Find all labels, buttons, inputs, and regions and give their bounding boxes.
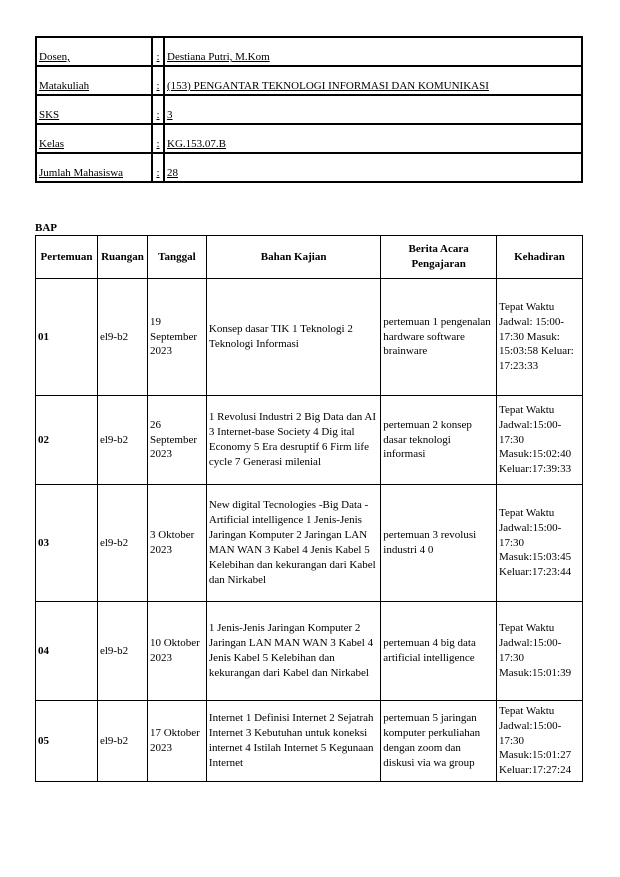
info-row-dosen bbox=[36, 37, 582, 66]
header-berita-acara: Berita Acara Pengajaran bbox=[381, 236, 497, 279]
cell-tanggal: 3 Oktober 2023 bbox=[147, 485, 206, 602]
table-row bbox=[36, 279, 583, 396]
info-row-kelas bbox=[36, 124, 582, 153]
cell-tanggal: 26 September 2023 bbox=[147, 396, 206, 485]
table-row bbox=[36, 602, 583, 701]
info-label: Matakuliah bbox=[36, 66, 152, 95]
info-label: SKS bbox=[36, 95, 152, 124]
cell-kehadiran: Tepat Waktu Jadwal:15:00-17:30 Masuk:15:01:39 bbox=[497, 602, 583, 701]
cell-pertemuan: 02 bbox=[36, 396, 98, 485]
cell-bahan-kajian: 1 Revolusi Industri 2 Big Data dan AI 3 Internet-base Society 4 Dig ital Economy 5 Era desruptif 6 Firm life cycle 7 Generasi milenial bbox=[206, 396, 380, 485]
course-info-table bbox=[35, 36, 583, 183]
cell-kehadiran: Tepat Waktu Jadwal:15:00-17:30 Masuk:15:03:45 Keluar:17:23:44 bbox=[497, 485, 583, 602]
cell-berita-acara: pertemuan 4 big data artificial intelligence bbox=[381, 602, 497, 701]
cell-ruangan: el9-b2 bbox=[97, 279, 147, 396]
cell-ruangan: el9-b2 bbox=[97, 485, 147, 602]
bap-section-title: BAP bbox=[35, 222, 57, 234]
cell-pertemuan: 03 bbox=[36, 485, 98, 602]
cell-berita-acara: pertemuan 2 konsep dasar teknologi informasi bbox=[381, 396, 497, 485]
table-row bbox=[36, 396, 583, 485]
cell-kehadiran: Tepat Waktu Jadwal: 15:00-17:30 Masuk: 15:03:58 Keluar: 17:23:33 bbox=[497, 279, 583, 396]
info-value: 28 bbox=[164, 153, 582, 182]
cell-kehadiran: Tepat Waktu Jadwal:15:00-17:30 Masuk:15:01:27 Keluar:17:27:24 bbox=[497, 701, 583, 782]
header-pertemuan: Pertemuan bbox=[36, 236, 98, 279]
table-row bbox=[36, 485, 583, 602]
cell-pertemuan: 01 bbox=[36, 279, 98, 396]
info-value: KG.153.07.B bbox=[164, 124, 582, 153]
cell-berita-acara: pertemuan 1 pengenalan hardware software brainware bbox=[381, 279, 497, 396]
header-tanggal: Tanggal bbox=[147, 236, 206, 279]
info-value: 3 bbox=[164, 95, 582, 124]
cell-tanggal: 17 Oktober 2023 bbox=[147, 701, 206, 782]
cell-ruangan: el9-b2 bbox=[97, 396, 147, 485]
cell-bahan-kajian: Konsep dasar TIK 1 Teknologi 2 Teknologi Informasi bbox=[206, 279, 380, 396]
info-row-sks bbox=[36, 95, 582, 124]
cell-tanggal: 10 Oktober 2023 bbox=[147, 602, 206, 701]
info-label: Dosen, bbox=[36, 37, 152, 66]
cell-ruangan: el9-b2 bbox=[97, 701, 147, 782]
info-row-jumlah-mahasiswa bbox=[36, 153, 582, 182]
cell-bahan-kajian: Internet 1 Definisi Internet 2 Sejatrah Internet 3 Kebutuhan untuk koneksi internet 4 Istilah Internet 5 Kegunaan Internet bbox=[206, 701, 380, 782]
header-ruangan: Ruangan bbox=[97, 236, 147, 279]
cell-pertemuan: 04 bbox=[36, 602, 98, 701]
info-value: (153) PENGANTAR TEKNOLOGI INFORMASI DAN KOMUNIKASI bbox=[164, 66, 582, 95]
info-separator: : bbox=[152, 124, 164, 153]
bap-header-row bbox=[36, 236, 583, 279]
cell-berita-acara: pertemuan 3 revolusi industri 4 0 bbox=[381, 485, 497, 602]
header-kehadiran: Kehadiran bbox=[497, 236, 583, 279]
cell-bahan-kajian: New digital Tecnologies -Big Data -Artificial intelligence 1 Jenis-Jenis Jaringan Komputer 2 Jaringan LAN MAN WAN 3 Kabel 4 Jenis Kabel 5 Kelebihan dan kekurangan dari Kabel dan Nirkabel bbox=[206, 485, 380, 602]
cell-pertemuan: 05 bbox=[36, 701, 98, 782]
cell-berita-acara: pertemuan 5 jaringan komputer perkuliahan dengan zoom dan diskusi via wa group bbox=[381, 701, 497, 782]
cell-bahan-kajian: 1 Jenis-Jenis Jaringan Komputer 2 Jaringan LAN MAN WAN 3 Kabel 4 Jenis Kabel 5 Kelebihan dan kekurangan dari Kabel dan Nirkabel bbox=[206, 602, 380, 701]
info-value: Destiana Putri, M.Kom bbox=[164, 37, 582, 66]
header-bahan-kajian: Bahan Kajian bbox=[206, 236, 380, 279]
info-label: Jumlah Mahasiswa bbox=[36, 153, 152, 182]
info-separator: : bbox=[152, 153, 164, 182]
info-separator: : bbox=[152, 95, 164, 124]
info-separator: : bbox=[152, 37, 164, 66]
info-separator: : bbox=[152, 66, 164, 95]
info-label: Kelas bbox=[36, 124, 152, 153]
table-row bbox=[36, 701, 583, 782]
cell-tanggal: 19 September 2023 bbox=[147, 279, 206, 396]
bap-table bbox=[35, 235, 583, 782]
info-row-matakuliah bbox=[36, 66, 582, 95]
cell-ruangan: el9-b2 bbox=[97, 602, 147, 701]
cell-kehadiran: Tepat Waktu Jadwal:15:00-17:30 Masuk:15:02:40 Keluar:17:39:33 bbox=[497, 396, 583, 485]
